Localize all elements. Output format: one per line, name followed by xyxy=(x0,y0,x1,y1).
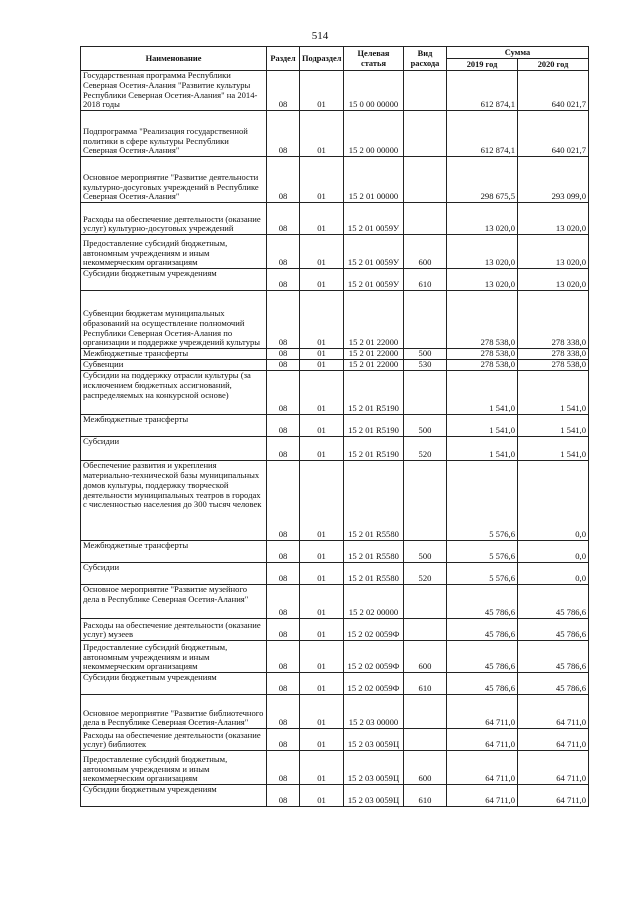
cell-target: 15 2 03 0059Ц xyxy=(344,785,404,807)
cell-2019: 13 020,0 xyxy=(447,269,518,291)
cell-type xyxy=(404,291,447,349)
cell-type: 610 xyxy=(404,785,447,807)
cell-section: 08 xyxy=(267,349,300,360)
table-row xyxy=(81,619,589,641)
table-body xyxy=(81,71,589,807)
table-row xyxy=(81,785,589,807)
table-row xyxy=(81,437,589,461)
cell-2019: 45 786,6 xyxy=(447,673,518,695)
cell-subsection: 01 xyxy=(300,269,344,291)
cell-target: 15 2 01 22000 xyxy=(344,360,404,371)
cell-2019: 278 538,0 xyxy=(447,349,518,360)
cell-subsection: 01 xyxy=(300,157,344,203)
cell-2019: 13 020,0 xyxy=(447,203,518,235)
cell-2019: 278 538,0 xyxy=(447,291,518,349)
table-row xyxy=(81,203,589,235)
cell-2019: 45 786,6 xyxy=(447,641,518,673)
cell-2020: 278 538,0 xyxy=(518,360,589,371)
cell-target: 15 2 03 0059Ц xyxy=(344,751,404,785)
cell-target: 15 2 01 00000 xyxy=(344,157,404,203)
cell-target: 15 2 01 R5580 xyxy=(344,461,404,541)
cell-2019: 278 538,0 xyxy=(447,360,518,371)
cell-2019: 64 711,0 xyxy=(447,695,518,729)
cell-section: 08 xyxy=(267,785,300,807)
cell-name: Межбюджетные трансферты xyxy=(81,349,267,360)
cell-name: Обеспечение развития и укрепления материально-технической базы муниципальных домов культуры, поддержку творческой деятельности муниципальных театров в городах с численностью населения до 300 тысяч человек xyxy=(81,461,267,541)
cell-target: 15 2 02 0059Ф xyxy=(344,673,404,695)
cell-subsection: 01 xyxy=(300,641,344,673)
table-row xyxy=(81,371,589,415)
cell-type: 600 xyxy=(404,751,447,785)
cell-section: 08 xyxy=(267,673,300,695)
cell-2019: 45 786,6 xyxy=(447,619,518,641)
cell-type xyxy=(404,111,447,157)
cell-section: 08 xyxy=(267,751,300,785)
cell-section: 08 xyxy=(267,360,300,371)
table-row xyxy=(81,269,589,291)
cell-type: 600 xyxy=(404,235,447,269)
table-row xyxy=(81,111,589,157)
cell-section: 08 xyxy=(267,563,300,585)
table-row xyxy=(81,641,589,673)
cell-target: 15 2 03 00000 xyxy=(344,695,404,729)
table-row xyxy=(81,461,589,541)
cell-name: Расходы на обеспечение деятельности (оказание услуг) музеев xyxy=(81,619,267,641)
cell-2020: 64 711,0 xyxy=(518,695,589,729)
cell-type xyxy=(404,619,447,641)
cell-2020: 64 711,0 xyxy=(518,729,589,751)
cell-2020: 45 786,6 xyxy=(518,619,589,641)
cell-target: 15 2 03 0059Ц xyxy=(344,729,404,751)
header-section: Раздел xyxy=(267,47,300,71)
cell-target: 15 2 01 R5580 xyxy=(344,563,404,585)
table-row xyxy=(81,235,589,269)
cell-section: 08 xyxy=(267,695,300,729)
cell-subsection: 01 xyxy=(300,673,344,695)
table-row xyxy=(81,541,589,563)
cell-subsection: 01 xyxy=(300,371,344,415)
cell-target: 15 2 01 R5190 xyxy=(344,415,404,437)
cell-subsection: 01 xyxy=(300,71,344,111)
header-subsection: Подраздел xyxy=(300,47,344,71)
cell-subsection: 01 xyxy=(300,563,344,585)
cell-section: 08 xyxy=(267,371,300,415)
cell-section: 08 xyxy=(267,641,300,673)
cell-name: Подпрограмма "Реализация государственной политики в сфере культуры Республики Северная Осетия-Алания" xyxy=(81,111,267,157)
cell-type xyxy=(404,157,447,203)
cell-name: Субсидии xyxy=(81,563,267,585)
cell-name: Субсидии бюджетным учреждениям xyxy=(81,673,267,695)
table-row xyxy=(81,585,589,619)
cell-2019: 612 874,1 xyxy=(447,71,518,111)
cell-target: 15 2 01 0059У xyxy=(344,269,404,291)
cell-2019: 298 675,5 xyxy=(447,157,518,203)
cell-2019: 45 786,6 xyxy=(447,585,518,619)
cell-type xyxy=(404,729,447,751)
cell-2020: 13 020,0 xyxy=(518,235,589,269)
cell-target: 15 2 02 00000 xyxy=(344,585,404,619)
header-target: Целевая статья xyxy=(344,47,404,71)
cell-name: Предоставление субсидий бюджетным, автономным учреждениям и иным некоммерческим организациям xyxy=(81,751,267,785)
cell-subsection: 01 xyxy=(300,619,344,641)
cell-2020: 64 711,0 xyxy=(518,785,589,807)
table-row xyxy=(81,291,589,349)
cell-name: Государственная программа Республики Северная Осетия-Алания "Развитие культуры Республики Северная Осетия-Алания" на 2014-2018 годы xyxy=(81,71,267,111)
cell-name: Расходы на обеспечение деятельности (оказание услуг) культурно-досуговых учреждений xyxy=(81,203,267,235)
cell-2019: 64 711,0 xyxy=(447,729,518,751)
cell-2020: 1 541,0 xyxy=(518,437,589,461)
cell-2020: 13 020,0 xyxy=(518,203,589,235)
table-row xyxy=(81,563,589,585)
cell-subsection: 01 xyxy=(300,585,344,619)
cell-name: Субсидии бюджетным учреждениям xyxy=(81,785,267,807)
header-type: Вид расхода xyxy=(404,47,447,71)
cell-name: Межбюджетные трансферты xyxy=(81,541,267,563)
cell-subsection: 01 xyxy=(300,751,344,785)
cell-type: 530 xyxy=(404,360,447,371)
cell-target: 15 2 01 0059У xyxy=(344,235,404,269)
cell-section: 08 xyxy=(267,729,300,751)
cell-2019: 1 541,0 xyxy=(447,371,518,415)
cell-2020: 640 021,7 xyxy=(518,71,589,111)
cell-target: 15 2 02 0059Ф xyxy=(344,619,404,641)
cell-subsection: 01 xyxy=(300,235,344,269)
cell-name: Предоставление субсидий бюджетным, автономным учреждениям и иным некоммерческим организациям xyxy=(81,641,267,673)
cell-2019: 5 576,6 xyxy=(447,563,518,585)
cell-name: Предоставление субсидий бюджетным, автономным учреждениям и иным некоммерческим организациям xyxy=(81,235,267,269)
cell-section: 08 xyxy=(267,619,300,641)
table-row xyxy=(81,751,589,785)
table-row xyxy=(81,71,589,111)
cell-subsection: 01 xyxy=(300,291,344,349)
cell-2020: 640 021,7 xyxy=(518,111,589,157)
cell-2020: 293 099,0 xyxy=(518,157,589,203)
cell-type xyxy=(404,371,447,415)
cell-2019: 612 874,1 xyxy=(447,111,518,157)
cell-subsection: 01 xyxy=(300,111,344,157)
table-row xyxy=(81,415,589,437)
cell-2020: 45 786,6 xyxy=(518,585,589,619)
page-number: 514 xyxy=(311,30,329,42)
cell-type: 500 xyxy=(404,349,447,360)
cell-section: 08 xyxy=(267,71,300,111)
cell-2019: 1 541,0 xyxy=(447,415,518,437)
cell-name: Расходы на обеспечение деятельности (оказание услуг) библиотек xyxy=(81,729,267,751)
table-row xyxy=(81,695,589,729)
cell-type xyxy=(404,695,447,729)
cell-2019: 13 020,0 xyxy=(447,235,518,269)
cell-section: 08 xyxy=(267,269,300,291)
table-row xyxy=(81,673,589,695)
cell-name: Субвенции xyxy=(81,360,267,371)
cell-target: 15 2 00 00000 xyxy=(344,111,404,157)
cell-type xyxy=(404,71,447,111)
cell-subsection: 01 xyxy=(300,785,344,807)
table-row xyxy=(81,729,589,751)
cell-type xyxy=(404,203,447,235)
cell-name: Основное мероприятие "Развитие библиотечного дела в Республике Северная Осетия-Алания" xyxy=(81,695,267,729)
cell-2019: 5 576,6 xyxy=(447,541,518,563)
table-row xyxy=(81,157,589,203)
cell-2020: 45 786,6 xyxy=(518,673,589,695)
cell-subsection: 01 xyxy=(300,415,344,437)
cell-name: Субвенции бюджетам муниципальных образований на осуществление полномочий Республики Северная Осетия-Алания по организации и поддержке учреждений культуры xyxy=(81,291,267,349)
cell-2020: 1 541,0 xyxy=(518,415,589,437)
cell-type: 520 xyxy=(404,563,447,585)
cell-type xyxy=(404,585,447,619)
cell-target: 15 2 02 0059Ф xyxy=(344,641,404,673)
table-header xyxy=(81,47,589,71)
cell-2020: 278 338,0 xyxy=(518,349,589,360)
cell-type: 520 xyxy=(404,437,447,461)
cell-section: 08 xyxy=(267,585,300,619)
cell-section: 08 xyxy=(267,235,300,269)
cell-2019: 64 711,0 xyxy=(447,751,518,785)
cell-2020: 1 541,0 xyxy=(518,371,589,415)
cell-type: 500 xyxy=(404,415,447,437)
cell-2020: 64 711,0 xyxy=(518,751,589,785)
cell-section: 08 xyxy=(267,157,300,203)
cell-section: 08 xyxy=(267,541,300,563)
cell-2020: 0,0 xyxy=(518,461,589,541)
cell-2020: 13 020,0 xyxy=(518,269,589,291)
cell-target: 15 2 01 22000 xyxy=(344,349,404,360)
cell-name: Основное мероприятие "Развитие музейного дела в Республике Северная Осетия-Алания" xyxy=(81,585,267,619)
cell-2020: 278 338,0 xyxy=(518,291,589,349)
cell-name: Основное мероприятие "Развитие деятельности культурно-досуговых учреждений в Республике Северная Осетия-Алания" xyxy=(81,157,267,203)
cell-section: 08 xyxy=(267,111,300,157)
cell-2019: 64 711,0 xyxy=(447,785,518,807)
cell-2019: 1 541,0 xyxy=(447,437,518,461)
cell-type xyxy=(404,461,447,541)
cell-subsection: 01 xyxy=(300,203,344,235)
cell-type: 610 xyxy=(404,269,447,291)
header-year-2020: 2020 год xyxy=(518,59,589,71)
cell-subsection: 01 xyxy=(300,360,344,371)
table-row xyxy=(81,349,589,360)
header-sum: Сумма xyxy=(447,47,589,59)
cell-name: Субсидии бюджетным учреждениям xyxy=(81,269,267,291)
cell-2020: 0,0 xyxy=(518,541,589,563)
cell-section: 08 xyxy=(267,415,300,437)
cell-2020: 45 786,6 xyxy=(518,641,589,673)
cell-target: 15 0 00 00000 xyxy=(344,71,404,111)
cell-target: 15 2 01 R5190 xyxy=(344,371,404,415)
cell-type: 500 xyxy=(404,541,447,563)
cell-subsection: 01 xyxy=(300,461,344,541)
cell-type: 600 xyxy=(404,641,447,673)
cell-2019: 5 576,6 xyxy=(447,461,518,541)
budget-table xyxy=(80,46,589,807)
header-year-2019: 2019 год xyxy=(447,59,518,71)
cell-target: 15 2 01 22000 xyxy=(344,291,404,349)
cell-subsection: 01 xyxy=(300,349,344,360)
header-name: Наименование xyxy=(81,47,267,71)
cell-name: Межбюджетные трансферты xyxy=(81,415,267,437)
cell-target: 15 2 01 0059У xyxy=(344,203,404,235)
cell-subsection: 01 xyxy=(300,437,344,461)
table-row xyxy=(81,360,589,371)
cell-subsection: 01 xyxy=(300,695,344,729)
cell-section: 08 xyxy=(267,437,300,461)
cell-name: Субсидии на поддержку отрасли культуры (за исключением бюджетных ассигнований, распределяемых на конкурсной основе) xyxy=(81,371,267,415)
cell-subsection: 01 xyxy=(300,729,344,751)
cell-section: 08 xyxy=(267,291,300,349)
cell-name: Субсидии xyxy=(81,437,267,461)
cell-target: 15 2 01 R5190 xyxy=(344,437,404,461)
cell-target: 15 2 01 R5580 xyxy=(344,541,404,563)
cell-subsection: 01 xyxy=(300,541,344,563)
cell-type: 610 xyxy=(404,673,447,695)
cell-section: 08 xyxy=(267,203,300,235)
cell-section: 08 xyxy=(267,461,300,541)
cell-2020: 0,0 xyxy=(518,563,589,585)
